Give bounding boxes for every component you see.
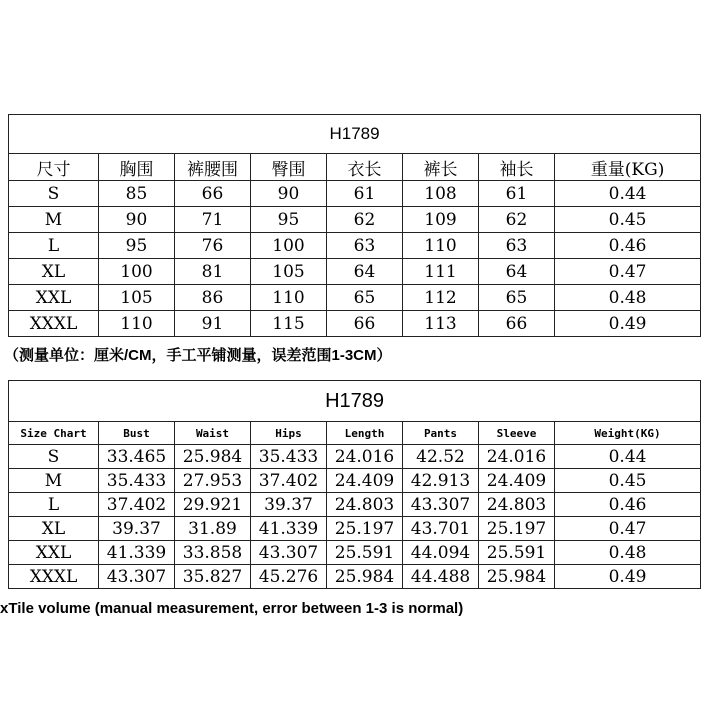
table-cell: 65 [327, 285, 403, 311]
table-cell: 37.402 [251, 469, 327, 493]
column-header: Pants [403, 422, 479, 445]
table-cell: 115 [251, 311, 327, 337]
column-header: Length [327, 422, 403, 445]
table-cell: 110 [403, 233, 479, 259]
table-cell: 33.465 [99, 445, 175, 469]
table-row [9, 181, 701, 207]
table-row [9, 445, 701, 469]
table-cell: 44.488 [403, 565, 479, 589]
table-title: H1789 [9, 115, 701, 154]
column-header: Size Chart [9, 422, 99, 445]
table-row [9, 285, 701, 311]
table-cell: 33.858 [175, 541, 251, 565]
table-cell: 105 [251, 259, 327, 285]
size-cell: XXL [9, 285, 99, 311]
table-cell: 66 [327, 311, 403, 337]
table-cell: 108 [403, 181, 479, 207]
table-cell: 0.47 [555, 517, 701, 541]
column-header: 裤腰围 [175, 154, 251, 181]
table-cell: 41.339 [99, 541, 175, 565]
column-header: 臀围 [251, 154, 327, 181]
table-cell: 42.913 [403, 469, 479, 493]
table-row [9, 207, 701, 233]
table-row [9, 311, 701, 337]
size-table-cn [8, 114, 701, 337]
table-cell: 111 [403, 259, 479, 285]
size-cell: XXL [9, 541, 99, 565]
table-cell: 41.339 [251, 517, 327, 541]
table-cell: 25.984 [327, 565, 403, 589]
table-cell: 0.45 [555, 207, 701, 233]
size-cell: S [9, 181, 99, 207]
table-row [9, 565, 701, 589]
table-cell: 0.48 [555, 285, 701, 311]
table-cell: 86 [175, 285, 251, 311]
table-cell: 25.197 [327, 517, 403, 541]
table-cell: 25.591 [479, 541, 555, 565]
table-cell: 45.276 [251, 565, 327, 589]
table-cell: 24.016 [479, 445, 555, 469]
table-cell: 65 [479, 285, 555, 311]
table-cell: 105 [99, 285, 175, 311]
measurement-note-en: xTile volume (manual measurement, error between 1-3 is normal) [0, 600, 464, 617]
table-cell: 24.803 [479, 493, 555, 517]
table-cell: 71 [175, 207, 251, 233]
table-cell: 63 [479, 233, 555, 259]
table-cell: 0.46 [555, 233, 701, 259]
table-cell: 27.953 [175, 469, 251, 493]
size-cell: L [9, 493, 99, 517]
table-cell: 76 [175, 233, 251, 259]
table-cell: 0.47 [555, 259, 701, 285]
table-cell: 24.803 [327, 493, 403, 517]
table-cell: 42.52 [403, 445, 479, 469]
size-cell: XXXL [9, 565, 99, 589]
table-cell: 43.307 [251, 541, 327, 565]
column-header: Sleeve [479, 422, 555, 445]
table-cell: 63 [327, 233, 403, 259]
table-cell: 95 [251, 207, 327, 233]
table-cell: 25.984 [175, 445, 251, 469]
table-cell: 62 [479, 207, 555, 233]
table-row [9, 233, 701, 259]
header-row [9, 422, 701, 445]
size-table-en [8, 380, 701, 589]
table-cell: 24.409 [479, 469, 555, 493]
column-header: 裤长 [403, 154, 479, 181]
table-cell: 35.433 [251, 445, 327, 469]
table-cell: 43.701 [403, 517, 479, 541]
table-cell: 0.45 [555, 469, 701, 493]
table-cell: 61 [327, 181, 403, 207]
table-cell: 66 [175, 181, 251, 207]
table-row [9, 541, 701, 565]
table-cell: 43.307 [403, 493, 479, 517]
table-cell: 81 [175, 259, 251, 285]
table-cell: 35.827 [175, 565, 251, 589]
table-cell: 62 [327, 207, 403, 233]
table-cell: 0.49 [555, 565, 701, 589]
column-header: Waist [175, 422, 251, 445]
column-header: Weight(KG) [555, 422, 701, 445]
table-cell: 95 [99, 233, 175, 259]
table-cell: 0.46 [555, 493, 701, 517]
table-cell: 0.48 [555, 541, 701, 565]
size-cell: XL [9, 517, 99, 541]
table-cell: 44.094 [403, 541, 479, 565]
table-cell: 85 [99, 181, 175, 207]
table-cell: 64 [479, 259, 555, 285]
column-header: 胸围 [99, 154, 175, 181]
table-cell: 35.433 [99, 469, 175, 493]
header-row [9, 154, 701, 181]
table-cell: 24.409 [327, 469, 403, 493]
measurement-note-cn: （测量单位：厘米/CM，手工平铺测量，误差范围1-3CM） [4, 347, 392, 364]
table-cell: 0.44 [555, 181, 701, 207]
table-cell: 25.591 [327, 541, 403, 565]
column-header: 袖长 [479, 154, 555, 181]
table-cell: 29.921 [175, 493, 251, 517]
table-title: H1789 [9, 381, 701, 422]
table-cell: 0.44 [555, 445, 701, 469]
table-cell: 66 [479, 311, 555, 337]
table-cell: 37.402 [99, 493, 175, 517]
table-cell: 43.307 [99, 565, 175, 589]
table-cell: 91 [175, 311, 251, 337]
table-cell: 110 [99, 311, 175, 337]
table-cell: 64 [327, 259, 403, 285]
size-cell: M [9, 207, 99, 233]
table-cell: 31.89 [175, 517, 251, 541]
column-header: 重量(KG) [555, 154, 701, 181]
size-cell: XL [9, 259, 99, 285]
table-row [9, 493, 701, 517]
table-cell: 39.37 [251, 493, 327, 517]
table-cell: 90 [99, 207, 175, 233]
table-cell: 25.984 [479, 565, 555, 589]
size-cell: M [9, 469, 99, 493]
table-row [9, 469, 701, 493]
table-cell: 100 [99, 259, 175, 285]
table-cell: 61 [479, 181, 555, 207]
size-cell: XXXL [9, 311, 99, 337]
table-row [9, 517, 701, 541]
column-header: 衣长 [327, 154, 403, 181]
table-cell: 110 [251, 285, 327, 311]
column-header: Bust [99, 422, 175, 445]
size-cell: L [9, 233, 99, 259]
table-cell: 109 [403, 207, 479, 233]
table-cell: 0.49 [555, 311, 701, 337]
table-cell: 24.016 [327, 445, 403, 469]
column-header: Hips [251, 422, 327, 445]
table-cell: 39.37 [99, 517, 175, 541]
table-cell: 90 [251, 181, 327, 207]
table-cell: 112 [403, 285, 479, 311]
size-cell: S [9, 445, 99, 469]
table-cell: 113 [403, 311, 479, 337]
table-row [9, 259, 701, 285]
column-header: 尺寸 [9, 154, 99, 181]
table-cell: 100 [251, 233, 327, 259]
table-cell: 25.197 [479, 517, 555, 541]
